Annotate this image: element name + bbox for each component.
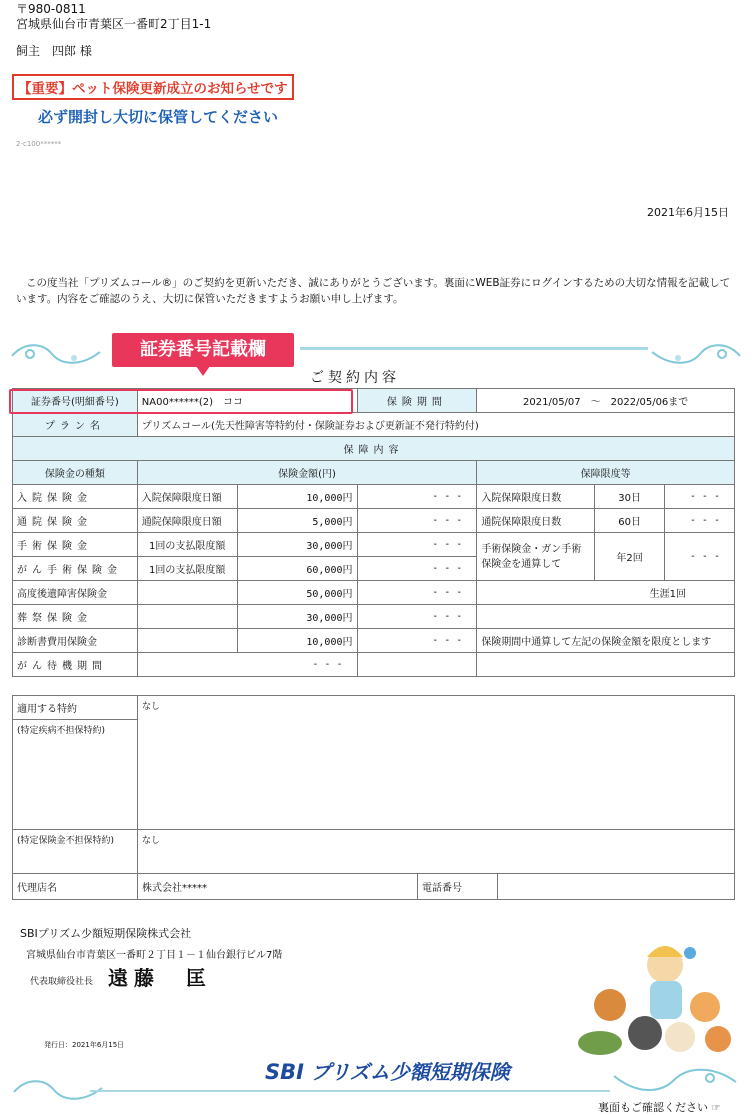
coverage-dash: - - - [357, 581, 477, 605]
plan-row [13, 413, 735, 437]
back-note-text: 裏面もご確認ください [598, 1101, 708, 1114]
callout-pointer [196, 366, 210, 376]
surgery-note: 手術保険金・ガン手術保険金を通算して [477, 533, 595, 581]
coverage-amount: 5,000円 [237, 509, 357, 533]
table-row [13, 533, 735, 557]
special-sub2-value: なし [138, 830, 735, 874]
limit-value: 30日 [595, 485, 665, 509]
coverage-type: 診断書費用保険金 [13, 629, 138, 653]
table-row [13, 653, 735, 677]
coverage-dash: - - - [357, 557, 477, 581]
coverage-note: 生涯1回 [477, 581, 735, 605]
plan-label: プラン名 [13, 413, 138, 437]
phone-label: 電話番号 [418, 874, 498, 900]
coverage-basis: 通院保障限度日額 [137, 509, 237, 533]
ornament-bottom-rule [90, 1090, 610, 1092]
special-label: 適用する特約 [13, 696, 137, 720]
col-limit: 保障限度等 [477, 461, 735, 485]
surgery-dash: - - - [665, 533, 735, 581]
coverage-table [12, 388, 735, 677]
coverage-type: がん待機期間 [13, 653, 138, 677]
coverage-dash: - - - [357, 533, 477, 557]
coverage-amount: 50,000円 [237, 581, 357, 605]
col-type: 保険金の種類 [13, 461, 138, 485]
policy-period-value: 2021/05/07 ～ 2022/05/06まで [477, 389, 735, 413]
coverage-type: 通院保険金 [13, 509, 138, 533]
policy-number-callout: 証券番号記載欄 [112, 333, 294, 367]
coverage-dash: - - - [357, 509, 477, 533]
coverage-amount: 30,000円 [237, 533, 357, 557]
document-code: 2-c100****** [16, 140, 62, 148]
table-row [13, 485, 735, 509]
important-notice: 【重要】ペット保険更新成立のお知らせです [12, 74, 294, 100]
policy-number-highlight [9, 389, 353, 414]
policy-number-value: NA00******(2) ココ [137, 389, 357, 413]
coverage-dash: - - - [357, 605, 477, 629]
limit-dash: - - - [665, 509, 735, 533]
coverage-type: 手術保険金 [13, 533, 138, 557]
recipient-address: 宮城県仙台市青葉区一番町2丁目1-1 [16, 17, 212, 31]
coverage-type: がん手術保険金 [13, 557, 138, 581]
back-note [598, 1099, 720, 1115]
table-row [13, 581, 735, 605]
col-amount: 保険金額(円) [137, 461, 477, 485]
keep-notice: 必ず開封し大切に保管してください [38, 108, 279, 126]
pets-illustration-icon [570, 935, 740, 1060]
agent-value: 株式会社***** [138, 874, 418, 900]
coverage-basis: 1回の支払限度額 [137, 557, 237, 581]
intro-text: この度当社「プリズムコール®」のご契約を更新いただき、誠にありがとうございます。裏面にWEB証券にログインするための大切な情報を記載しています。内容をご確認のうえ、大切に保管いただきますようお願い申し上げます。 [16, 277, 731, 305]
limit-label: 通院保障限度日数 [477, 509, 595, 533]
company-address: 宮城県仙台市青葉区一番町２丁目１－１仙台銀行ビル7階 [26, 950, 283, 961]
special-sub1: (特定疾病不担保特約) [17, 726, 106, 736]
coverage-note: 保険期間中通算して左記の保険金額を限度とします [477, 629, 735, 653]
coverage-dash: - - - [357, 485, 477, 509]
policy-period-label: 保険期間 [357, 389, 477, 413]
coverage-header-row [13, 461, 735, 485]
limit-value: 60日 [595, 509, 665, 533]
ornament-right-icon [648, 340, 744, 368]
special-clauses-table [12, 695, 735, 900]
coverage-amount: 10,000円 [237, 485, 357, 509]
coverage-type: 高度後遺障害保険金 [13, 581, 138, 605]
coverage-amount: 30,000円 [237, 605, 357, 629]
plan-value: プリズムコール(先天性障害等特約付・保険証券および更新証不発行特約付) [137, 413, 734, 437]
brand-logo [265, 1056, 510, 1085]
coverage-basis: 1回の支払限度額 [137, 533, 237, 557]
table-row [13, 605, 735, 629]
company-name: SBIプリズム少額短期保険株式会社 [20, 927, 192, 940]
coverage-amount: 10,000円 [237, 629, 357, 653]
special-sub2: (特定保険金不担保特約) [13, 830, 138, 874]
rep-signature: 遠藤 匡 [108, 966, 212, 990]
brand-sbi: SBI [265, 1060, 304, 1084]
surgery-limit: 年2回 [595, 533, 665, 581]
coverage-amount: - - - [137, 653, 357, 677]
issued-date: 発行日：2021年6月15日 [44, 1041, 125, 1049]
coverage-dash: - - - [357, 629, 477, 653]
recipient-name: 飼主 四郎 様 [16, 44, 92, 58]
table-row [13, 509, 735, 533]
issue-date: 2021年6月15日 [647, 206, 729, 219]
ornament-rule [300, 347, 648, 350]
coverage-type: 葬祭保険金 [13, 605, 138, 629]
coverage-section-title: 保障内容 [13, 437, 735, 461]
table-row [13, 629, 735, 653]
coverage-type: 入院保険金 [13, 485, 138, 509]
contract-title: ご契約内容 [310, 370, 400, 386]
limit-label: 入院保障限度日数 [477, 485, 595, 509]
special-value: なし [138, 696, 735, 830]
coverage-amount: 60,000円 [237, 557, 357, 581]
limit-dash: - - - [665, 485, 735, 509]
agent-label: 代理店名 [13, 874, 138, 900]
pointing-hand-icon: ☞ [711, 1103, 721, 1114]
ornament-bottom-right-icon [610, 1066, 740, 1096]
coverage-basis: 入院保障限度日額 [137, 485, 237, 509]
postal-code: 〒980-0811 [16, 2, 86, 16]
ornament-left-icon [8, 340, 104, 368]
policy-number-label: 証券番号(明細番号) [13, 389, 138, 413]
brand-name: プリズム少額短期保険 [310, 1060, 510, 1084]
rep-title: 代表取締役社長 [30, 977, 94, 987]
